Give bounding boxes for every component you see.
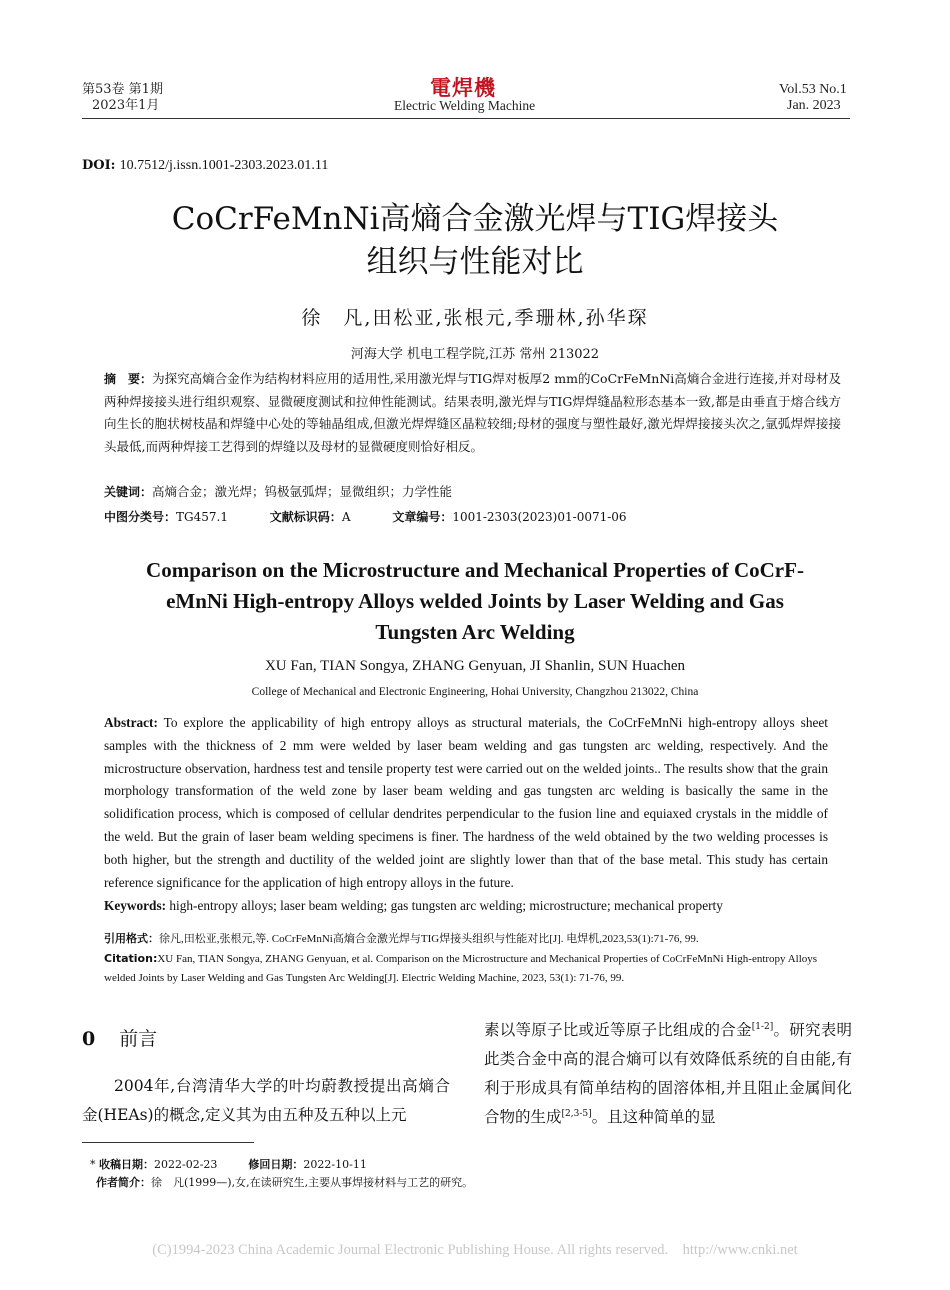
citation-cn — [104, 929, 828, 949]
bio-text: 徐 凡(1999—),女,在读研究生,主要从事焊接材料与工艺的研究。 — [151, 1176, 474, 1189]
citation-cn-text: 徐凡,田松亚,张根元,等. CoCrFeMnNi高熵合金激光焊与TIG焊接头组织与性能对比[J]. 电焊机,2023,53(1):71-76, 99. — [159, 933, 699, 945]
header-rule — [82, 118, 850, 119]
journal-logo: 電焊機 — [430, 75, 496, 100]
reference-2: [2,3-5] — [561, 1108, 592, 1119]
footnote-bio — [96, 1174, 473, 1192]
header-date-en: Jan. 2023 — [787, 98, 841, 113]
section-heading — [82, 1024, 157, 1051]
reference-1: [1-2] — [751, 1021, 774, 1032]
title-cn-line1: CoCrFeMnNi高熵合金激光焊与TIG焊接头 — [171, 201, 779, 237]
cnki-watermark: (C)1994-2023 China Academic Journal Electronic Publishing House. All rights reserved. http://www.cnki.net — [152, 1242, 798, 1258]
classification — [104, 508, 665, 525]
keywords-en-label: Keywords: — [104, 898, 167, 913]
keywords-en-text: high-entropy alloys; laser beam welding; gas tungsten arc welding; microstructure; mechanical property — [169, 898, 723, 913]
abstract-en-text: To explore the applicability of high entropy alloys as structural materials, the CoCrFeMnNi high-entropy alloys sheet samples with the thickness of 2 mm were welded by laser beam welding and gas tungsten arc welding, respectively. And the microstructure observation, hardness test and tensile property test were carried out on the welded joints.. The results show that the grain morphology transformation of the weld zone by laser beam welding and gas tungsten arc welding is basically the same in the solidification process, which is composed of cellular dendrites perpendicular to the fusion line and equiaxed crystals in the middle of the weld. But the grain of laser beam welding specimens is finer. The hardness of the weld obtained by the two welding processes is both higher, but the strength and ductility of the welded joint are slightly lower than that of the base metal. This study has certain reference significance for the application of high entropy alloys in the future. — [104, 715, 828, 890]
header-journal-en: Electric Welding Machine — [394, 98, 536, 113]
citation — [104, 929, 828, 988]
authors-cn: 徐 凡,田松亚,张根元,季珊林,孙华琛 — [301, 307, 649, 329]
article-number-value: 1001-2303(2023)01-0071-06 — [452, 510, 627, 524]
bio-label: 作者简介： — [96, 1176, 151, 1189]
affiliation-en: College of Mechanical and Electronic Engineering, Hohai University, Changzhou 213022, China — [251, 686, 699, 698]
revised-label: 修回日期： — [248, 1158, 304, 1171]
intro-right-part3: 。且这种简单的显 — [591, 1108, 716, 1126]
header-volume-en: Vol.53 No.1 — [779, 82, 847, 97]
intro-left-paragraph: 2004年,台湾清华大学的叶均蔚教授提出高熵合金(HEAs)的概念,定义其为由五种及五种以上元 — [82, 1077, 450, 1124]
abstract-en — [104, 712, 828, 894]
doi — [82, 158, 328, 174]
revised-value: 2022-10-11 — [303, 1158, 367, 1171]
citation-cn-label: 引用格式： — [104, 932, 159, 945]
header-date-cn: 2023年1月 — [92, 98, 160, 113]
citation-en-text: XU Fan, TIAN Songya, ZHANG Genyuan, et al. Comparison on the Microstructure and Mechanical Properties of CoCrFeMnNi High-entropy Alloys welded Joints by Laser Welding and Gas Tungsten Arc Welding[J]. Electric Welding Machine, 2023, 53(1): 71-76, 99. — [104, 953, 818, 984]
footnote-star: * — [90, 1158, 96, 1171]
article-number-label: 文章编号： — [392, 510, 453, 524]
doi-label: DOI: — [82, 158, 116, 173]
section-number: 0 — [82, 1028, 96, 1050]
title-en-line3: Tungsten Arc Welding — [375, 620, 575, 644]
received-value: 2022-02-23 — [154, 1158, 218, 1171]
abstract-cn-label: 摘 要： — [104, 372, 153, 386]
intro-right-part2: 。研究表明此类合金中高的混合熵可以有效降低系统的自由能,有利于形成具有简单结构的固溶体相,并且阻止金属间化合物的生成 — [484, 1021, 852, 1126]
clc-label: 中图分类号： — [104, 510, 177, 524]
doc-code-value: A — [341, 510, 351, 524]
footnote-dates — [90, 1156, 367, 1174]
doi-value: 10.7512/j.issn.1001-2303.2023.01.11 — [119, 158, 329, 173]
header-volume-cn: 第53卷 第1期 — [82, 82, 163, 97]
authors-en: XU Fan, TIAN Songya, ZHANG Genyuan, JI Shanlin, SUN Huachen — [264, 658, 686, 674]
keywords-cn-text: 高熵合金；激光焊；钨极氩弧焊；显微组织；力学性能 — [152, 484, 453, 499]
keywords-cn-label: 关键词： — [104, 485, 153, 499]
abstract-cn-text: 为探究高熵合金作为结构材料应用的适用性,采用激光焊与TIG焊对板厚2 mm的CoCrFeMnNi高熵合金进行连接,并对母材及两种焊接接头进行组织观察、显微硬度测试和拉伸性能测试。结果表明,激光焊与TIG焊焊缝晶粒形态基本一致,都是由垂直于熔合线方向生长的胞状树枝晶和焊缝中心处的等轴晶组成,但激光焊焊缝区晶粒较细;母材的强度与塑性最好,激光焊焊接接头次之,氩弧焊焊接接头最低,而两种焊接工艺得到的焊缝以及母材的显微硬度则恰好相反。 — [104, 371, 841, 454]
citation-en-label: Citation: — [104, 952, 158, 965]
title-en-line2: eMnNi High-entropy Alloys welded Joints by Laser Welding and Gas — [166, 589, 784, 613]
abstract-en-label: Abstract: — [104, 715, 158, 730]
keywords-en — [104, 895, 828, 918]
abstract-cn — [104, 368, 841, 458]
received-label: 收稿日期： — [99, 1158, 154, 1171]
title-en-line1: Comparison on the Microstructure and Mechanical Properties of CoCrF- — [146, 558, 804, 582]
footnote-rule — [82, 1142, 254, 1143]
intro-right-paragraph — [484, 1016, 852, 1132]
section-title: 前言 — [119, 1028, 158, 1050]
clc-value: TG457.1 — [176, 510, 228, 524]
intro-right-part1: 素以等原子比或近等原子比组成的合金 — [484, 1021, 752, 1039]
title-en — [82, 555, 868, 648]
affiliation-cn: 河海大学 机电工程学院,江苏 常州 213022 — [350, 347, 600, 362]
keywords-cn — [104, 481, 841, 504]
citation-en — [104, 949, 828, 988]
title-cn-line2: 组织与性能对比 — [366, 244, 584, 280]
doc-code-label: 文献标识码： — [269, 510, 342, 524]
